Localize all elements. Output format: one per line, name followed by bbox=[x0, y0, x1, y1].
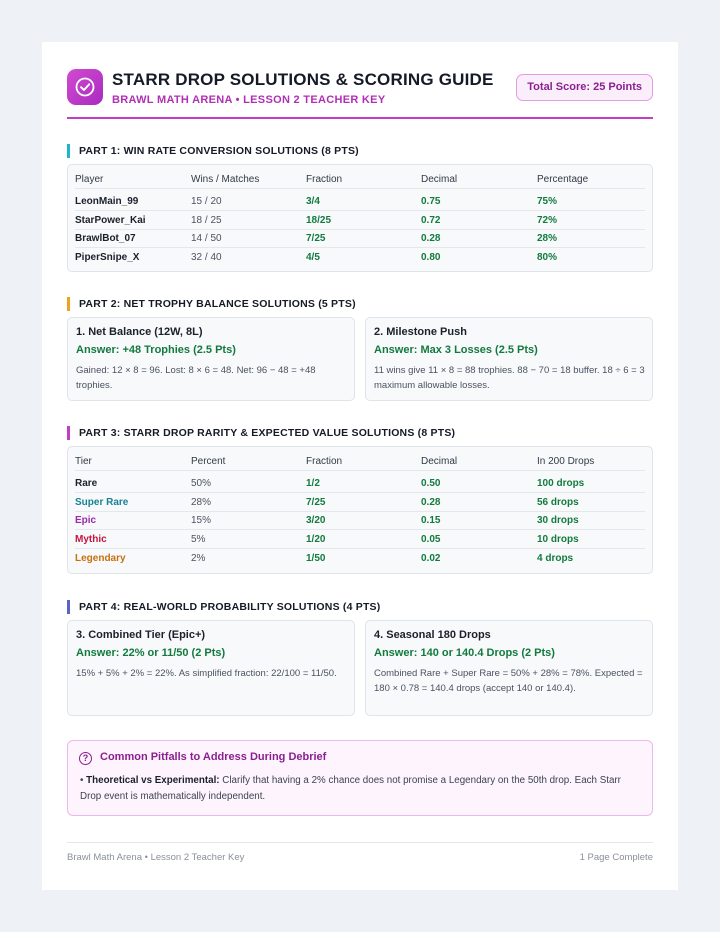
combined-tier-card bbox=[67, 620, 355, 716]
fraction-value: 18/25 bbox=[306, 215, 332, 226]
part1-title: PART 1: WIN RATE CONVERSION SOLUTIONS (8 PTS) bbox=[67, 144, 359, 158]
pitfalls-callout bbox=[67, 740, 653, 816]
question-circle-icon: ? bbox=[79, 752, 92, 765]
part3-title: PART 3: STARR DROP RARITY & EXPECTED VALUE SOLUTIONS (8 PTS) bbox=[67, 426, 455, 440]
drops-value: 30 drops bbox=[537, 515, 579, 526]
net-balance-card bbox=[67, 317, 355, 401]
percent-value: 50% bbox=[191, 478, 212, 489]
footer-left: Brawl Math Arena • Lesson 2 Teacher Key bbox=[67, 852, 245, 863]
player-name: BrawlBot_07 bbox=[75, 233, 136, 244]
footer-right: 1 Page Complete bbox=[579, 852, 653, 863]
decimal-value: 0.05 bbox=[421, 534, 441, 545]
table-row bbox=[75, 248, 645, 267]
card-answer: Answer: Max 3 Losses (2.5 Pts) bbox=[374, 344, 538, 356]
pitfall-label: Theoretical vs Experimental: bbox=[86, 775, 220, 786]
drops-value: 56 drops bbox=[537, 497, 579, 508]
column-header: Tier bbox=[75, 456, 92, 467]
fraction-value: 1/50 bbox=[306, 553, 326, 564]
column-header: Percent bbox=[191, 456, 226, 467]
percent-value: 72% bbox=[537, 215, 558, 226]
card-answer: Answer: 140 or 140.4 Drops (2 Pts) bbox=[374, 647, 555, 659]
pitfalls-body: • Theoretical vs Experimental: Clarify that having a 2% chance does not promise a Legendary on the 50th drop. Each Starr Drop event is mathematically independent. bbox=[80, 775, 621, 802]
fraction-value: 1/20 bbox=[306, 534, 326, 545]
drops-value: 100 drops bbox=[537, 478, 585, 489]
drops-value: 4 drops bbox=[537, 553, 574, 564]
table-row bbox=[75, 511, 645, 530]
check-circle-icon bbox=[67, 69, 103, 105]
table-row bbox=[75, 211, 645, 230]
percent-value: 15% bbox=[191, 515, 212, 526]
card-title: 2. Milestone Push bbox=[374, 326, 467, 338]
card-explanation: Gained: 12 × 8 = 96. Lost: 8 × 6 = 48. Net: 96 − 48 = +48 trophies. bbox=[76, 365, 316, 391]
tier-name: Legendary bbox=[75, 553, 126, 564]
milestone-push-card bbox=[365, 317, 653, 401]
decimal-value: 0.15 bbox=[421, 515, 441, 526]
fraction-value: 7/25 bbox=[306, 497, 326, 508]
fraction-value: 1/2 bbox=[306, 478, 320, 489]
page-header bbox=[67, 69, 653, 119]
decimal-value: 0.80 bbox=[421, 252, 441, 263]
decimal-value: 0.28 bbox=[421, 497, 441, 508]
pitfalls-title: Common Pitfalls to Address During Debrief bbox=[100, 751, 327, 763]
percent-value: 80% bbox=[537, 252, 558, 263]
column-header: Decimal bbox=[421, 456, 458, 467]
decimal-value: 0.28 bbox=[421, 233, 441, 244]
teacher-key-page bbox=[42, 42, 678, 890]
table-header-row bbox=[75, 452, 645, 471]
column-header: Player bbox=[75, 174, 104, 185]
rarity-table bbox=[67, 446, 653, 574]
wins-matches: 32 / 40 bbox=[191, 252, 222, 263]
percent-value: 75% bbox=[537, 196, 558, 207]
table-row bbox=[75, 530, 645, 549]
card-title: 4. Seasonal 180 Drops bbox=[374, 629, 491, 641]
tier-name: Super Rare bbox=[75, 497, 129, 508]
card-answer: Answer: +48 Trophies (2.5 Pts) bbox=[76, 344, 236, 356]
wins-matches: 18 / 25 bbox=[191, 215, 222, 226]
column-header: In 200 Drops bbox=[537, 456, 595, 467]
percent-value: 2% bbox=[191, 553, 206, 564]
seasonal-drops-card bbox=[365, 620, 653, 716]
table-row bbox=[75, 192, 645, 211]
total-score-badge: Total Score: 25 Points bbox=[516, 74, 653, 101]
player-name: PiperSnipe_X bbox=[75, 252, 140, 263]
decimal-value: 0.50 bbox=[421, 478, 441, 489]
percent-value: 28% bbox=[191, 497, 212, 508]
page-footer bbox=[67, 842, 653, 863]
fraction-value: 3/20 bbox=[306, 515, 326, 526]
card-explanation: 11 wins give 11 × 8 = 88 trophies. 88 − 70 = 18 buffer. 18 ÷ 6 = 3 maximum allowable losses. bbox=[374, 365, 645, 391]
column-header: Wins / Matches bbox=[191, 174, 260, 185]
decimal-value: 0.72 bbox=[421, 215, 441, 226]
card-explanation: 15% + 5% + 2% = 22%. As simplified fraction: 22/100 = 11/50. bbox=[76, 668, 337, 679]
wins-matches: 14 / 50 bbox=[191, 233, 222, 244]
tier-name: Rare bbox=[75, 478, 98, 489]
fraction-value: 3/4 bbox=[306, 196, 320, 207]
card-title: 1. Net Balance (12W, 8L) bbox=[76, 326, 203, 338]
tier-name: Epic bbox=[75, 515, 97, 526]
table-row bbox=[75, 549, 645, 568]
card-explanation: Combined Rare + Super Rare = 50% + 28% = 78%. Expected = 180 × 0.78 = 140.4 drops (accept 140 or 140.4). bbox=[374, 668, 643, 694]
table-row bbox=[75, 229, 645, 248]
player-name: StarPower_Kai bbox=[75, 215, 146, 226]
win-rate-table bbox=[67, 164, 653, 272]
percent-value: 5% bbox=[191, 534, 206, 545]
pitfall-text: Clarify that having a 2% chance does not promise a Legendary on the 50th drop. Each Starr Drop event is mathematically independent. bbox=[80, 775, 621, 802]
wins-matches: 15 / 20 bbox=[191, 196, 222, 207]
decimal-value: 0.02 bbox=[421, 553, 441, 564]
page-title: STARR DROP SOLUTIONS & SCORING GUIDE bbox=[112, 70, 494, 89]
column-header: Percentage bbox=[537, 174, 589, 185]
page-subtitle: BRAWL MATH ARENA • LESSON 2 TEACHER KEY bbox=[112, 94, 386, 106]
tier-name: Mythic bbox=[75, 534, 107, 545]
percent-value: 28% bbox=[537, 233, 558, 244]
drops-value: 10 drops bbox=[537, 534, 579, 545]
part2-title: PART 2: NET TROPHY BALANCE SOLUTIONS (5 PTS) bbox=[67, 297, 356, 311]
fraction-value: 7/25 bbox=[306, 233, 326, 244]
card-title: 3. Combined Tier (Epic+) bbox=[76, 629, 206, 641]
player-name: LeonMain_99 bbox=[75, 196, 139, 207]
column-header: Fraction bbox=[306, 174, 343, 185]
fraction-value: 4/5 bbox=[306, 252, 320, 263]
table-row bbox=[75, 474, 645, 493]
card-answer: Answer: 22% or 11/50 (2 Pts) bbox=[76, 647, 226, 659]
column-header: Decimal bbox=[421, 174, 458, 185]
decimal-value: 0.75 bbox=[421, 196, 441, 207]
table-header-row bbox=[75, 170, 645, 189]
part4-title: PART 4: REAL-WORLD PROBABILITY SOLUTIONS (4 PTS) bbox=[67, 600, 380, 614]
table-row bbox=[75, 493, 645, 512]
column-header: Fraction bbox=[306, 456, 343, 467]
